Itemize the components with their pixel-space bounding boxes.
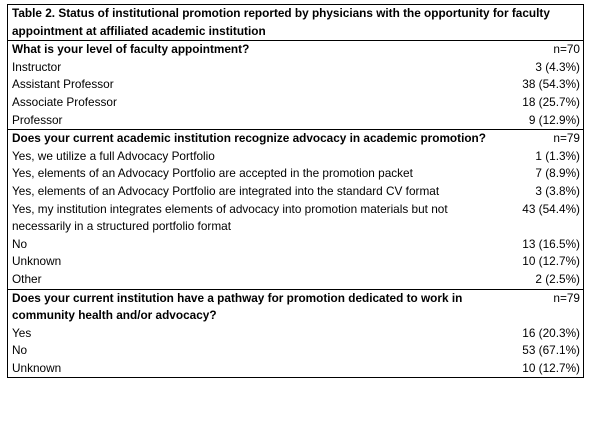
table-row <box>8 253 584 271</box>
response-value: 16 (20.3%) <box>508 325 584 343</box>
response-value: 3 (4.3%) <box>508 59 584 77</box>
table-row <box>8 325 584 343</box>
response-value: 13 (16.5%) <box>508 236 584 254</box>
question-text: Does your current academic institution recognize advocacy in academic promotion? <box>8 130 509 148</box>
table-row <box>8 148 584 166</box>
table-row <box>8 76 584 94</box>
response-label: Instructor <box>8 59 509 77</box>
table-row <box>8 112 584 130</box>
response-value: 10 (12.7%) <box>508 360 584 378</box>
table-row <box>8 165 584 183</box>
sample-size: n=70 <box>508 41 584 59</box>
question-row <box>8 289 584 325</box>
table-row <box>8 183 584 201</box>
response-value: 7 (8.9%) <box>508 165 584 183</box>
response-value: 3 (3.8%) <box>508 183 584 201</box>
table-row <box>8 59 584 77</box>
table-row <box>8 342 584 360</box>
response-value: 18 (25.7%) <box>508 94 584 112</box>
response-label: Unknown <box>8 253 509 271</box>
response-label: Yes, my institution integrates elements of advocacy into promotion materials but not necessarily in a structured portfolio format <box>8 201 509 236</box>
response-value: 9 (12.9%) <box>508 112 584 130</box>
response-label: Yes, elements of an Advocacy Portfolio are accepted in the promotion packet <box>8 165 509 183</box>
response-label: Yes, we utilize a full Advocacy Portfolio <box>8 148 509 166</box>
response-value: 1 (1.3%) <box>508 148 584 166</box>
response-label: Associate Professor <box>8 94 509 112</box>
table-caption: Table 2. Status of institutional promotion reported by physicians with the opportunity for faculty appointment at affiliated academic institution <box>8 5 584 41</box>
response-label: Professor <box>8 112 509 130</box>
question-row <box>8 41 584 59</box>
response-value: 10 (12.7%) <box>508 253 584 271</box>
response-label: Other <box>8 271 509 289</box>
response-label: Yes, elements of an Advocacy Portfolio are integrated into the standard CV format <box>8 183 509 201</box>
table-row <box>8 271 584 289</box>
sample-size: n=79 <box>508 289 584 325</box>
table-caption-row <box>8 5 584 41</box>
question-text: Does your current institution have a pathway for promotion dedicated to work in community health and/or advocacy? <box>8 289 509 325</box>
response-label: Yes <box>8 325 509 343</box>
table-row <box>8 360 584 378</box>
response-value: 53 (67.1%) <box>508 342 584 360</box>
response-label: Unknown <box>8 360 509 378</box>
data-table <box>7 4 584 378</box>
response-value: 2 (2.5%) <box>508 271 584 289</box>
question-row <box>8 130 584 148</box>
table-row <box>8 201 584 236</box>
sample-size: n=79 <box>508 130 584 148</box>
response-label: No <box>8 342 509 360</box>
table-row <box>8 94 584 112</box>
response-value: 38 (54.3%) <box>508 76 584 94</box>
question-text: What is your level of faculty appointment? <box>8 41 509 59</box>
response-label: No <box>8 236 509 254</box>
table-row <box>8 236 584 254</box>
response-label: Assistant Professor <box>8 76 509 94</box>
response-value: 43 (54.4%) <box>508 201 584 236</box>
